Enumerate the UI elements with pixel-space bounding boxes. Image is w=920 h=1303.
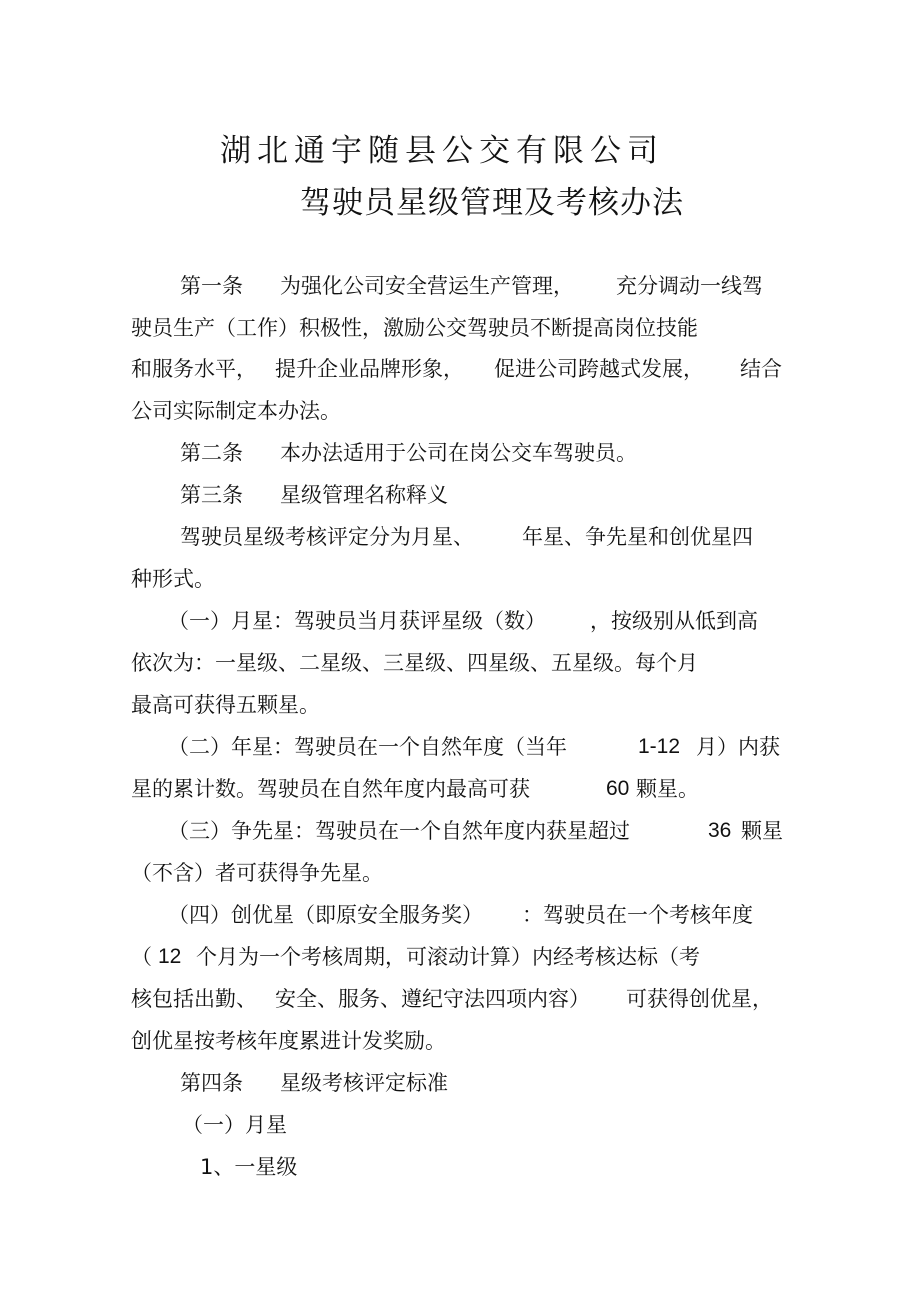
item-strive-star: 颗星 [741, 819, 783, 843]
article-4-label: 第四条 [180, 1071, 243, 1095]
item-month-star: 最高可获得五颗星。 [131, 693, 320, 717]
item-year-star: 月）内获 [696, 735, 780, 759]
article-1-text: 结合 [740, 357, 782, 381]
article-4-heading: 星级考核评定标准 [280, 1071, 448, 1095]
subsection-one-star: 1、一星级 [200, 1155, 298, 1179]
item-excellence-star: （ [131, 945, 152, 969]
article-3-intro: 年星、争先星和创优星四 [522, 525, 753, 549]
article-1-text: 和服务水平， [131, 357, 257, 381]
article-1-text: 为强化公司安全营运生产管理， [280, 274, 574, 298]
article-1-label: 第一条 [180, 274, 243, 298]
article-2-label: 第二条 [180, 441, 243, 465]
article-1-text: 公司实际制定本办法。 [131, 399, 341, 423]
item-year-star: （二）年星：驾驶员在一个自然年度（当年 [168, 735, 567, 759]
item-excellence-star: （四）创优星（即原安全服务奖） [168, 903, 483, 927]
item-year-star: 颗星。 [636, 777, 699, 801]
article-1-text: 驶员生产（工作）积极性，激励公交驾驶员不断提高岗位技能 [131, 316, 698, 340]
article-3-intro: 驾驶员星级考核评定分为月星、 [180, 525, 474, 549]
item-excellence-star: ：驾驶员在一个考核年度 [522, 903, 753, 927]
article-2-text: 本办法适用于公司在岗公交车驾驶员。 [280, 441, 637, 465]
document-title: 驾驶员星级管理及考核办法 [300, 185, 684, 221]
article-3-label: 第三条 [180, 483, 243, 507]
item-month-star: ，按级别从低到高 [590, 609, 758, 633]
item-excellence-star: 个月为一个考核周期，可滚动计算）内经考核达标（考 [196, 945, 700, 969]
item-excellence-star-months: 12 [158, 945, 182, 968]
item-strive-star: （三）争先星：驾驶员在一个自然年度内获星超过 [168, 819, 630, 843]
article-3-heading: 星级管理名称释义 [280, 483, 448, 507]
article-3-intro: 种形式。 [131, 567, 215, 591]
item-month-star: （一）月星：驾驶员当月获评星级（数） [168, 609, 546, 633]
item-year-star-max: 60 [606, 777, 630, 800]
item-year-star: 星的累计数。驾驶员在自然年度内最高可获 [131, 777, 530, 801]
item-excellence-star: 可获得创优星， [626, 987, 773, 1011]
company-name: 湖北通宇随县公交有限公司 [220, 133, 664, 169]
item-excellence-star: 安全、服务、遵纪守法四项内容） [275, 987, 590, 1011]
item-excellence-star: 创优星按考核年度累进计发奖励。 [131, 1029, 446, 1053]
article-1-text: 提升企业品牌形象， [275, 357, 464, 381]
item-month-star: 依次为：一星级、二星级、三星级、四星级、五星级。每个月 [131, 651, 698, 675]
section-month-star: （一）月星 [182, 1113, 287, 1137]
item-year-star-range: 1-12 [638, 735, 681, 758]
article-1-text: 充分调动一线驾 [616, 274, 763, 298]
item-excellence-star: 核包括出勤、 [131, 987, 257, 1011]
item-strive-star-threshold: 36 [708, 819, 732, 842]
item-strive-star: （不含）者可获得争先星。 [131, 861, 383, 885]
article-1-text: 促进公司跨越式发展， [494, 357, 704, 381]
